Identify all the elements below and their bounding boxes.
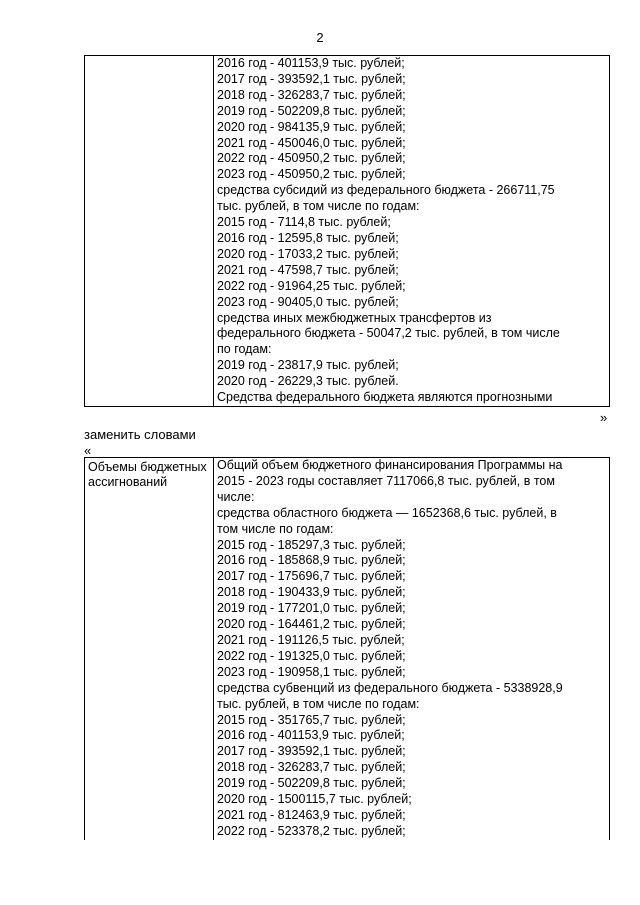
funding-line: средства иных межбюджетных трансфертов из (217, 310, 492, 325)
funding-line: 2015 год - 185297,3 тыс. рублей; (217, 537, 406, 552)
page-number: 2 (316, 30, 324, 45)
funding-line: 2021 год - 191126,5 тыс. рублей; (217, 632, 405, 647)
funding-line: том числе по годам: (217, 521, 334, 536)
funding-text-cell (214, 56, 610, 407)
closing-quote: » (600, 410, 608, 425)
replace-with-words-text: заменить словами (84, 427, 196, 442)
funding-lines (217, 56, 606, 406)
funding-line: 2019 год - 502209,8 тыс. рублей; (217, 776, 406, 791)
funding-text-cell (214, 458, 610, 840)
funding-line: 2017 год - 393592,1 тыс. рублей; (217, 71, 406, 86)
funding-line: 2020 год - 984135,9 тыс. рублей; (217, 119, 406, 134)
funding-line: по годам: (217, 342, 272, 357)
budget-table-continued (84, 55, 610, 407)
funding-line: 2023 год - 190958,1 тыс. рублей; (217, 664, 406, 679)
funding-line: средства субсидий из федерального бюджета - 266711,75 (217, 183, 555, 198)
funding-line: Средства федерального бюджета являются прогнозными (217, 390, 553, 405)
funding-line: 2017 год - 175696,7 тыс. рублей; (217, 569, 406, 584)
funding-line: 2021 год - 450046,0 тыс. рублей; (217, 135, 406, 150)
funding-line: средства субвенций из федерального бюджета - 5338928,9 (217, 680, 563, 695)
funding-line: 2016 год - 401153,9 тыс. рублей; (217, 728, 405, 743)
funding-line: средства областного бюджета — 1652368,6 тыс. рублей, в (217, 505, 557, 520)
funding-line: 2016 год - 185868,9 тыс. рублей; (217, 553, 406, 568)
funding-line: 2022 год - 523378,2 тыс. рублей; (217, 823, 406, 838)
funding-line: 2019 год - 502209,8 тыс. рублей; (217, 103, 406, 118)
funding-line: 2016 год - 12595,8 тыс. рублей; (217, 230, 399, 245)
funding-line: 2023 год - 450950,2 тыс. рублей; (217, 167, 406, 182)
funding-line: федерального бюджета - 50047,2 тыс. рублей, в том числе (217, 326, 560, 341)
funding-line: 2020 год - 26229,3 тыс. рублей. (217, 374, 399, 389)
funding-line: числе: (217, 489, 255, 504)
funding-line: 2023 год - 90405,0 тыс. рублей; (217, 294, 399, 309)
funding-line: 2015 - 2023 годы составляет 7117066,8 тыс. рублей, в том (217, 473, 555, 488)
funding-line: Общий объем бюджетного финансирования Программы на (217, 458, 563, 472)
funding-line: 2019 год - 177201,0 тыс. рублей; (217, 601, 406, 616)
table-row (85, 56, 610, 407)
funding-line: 2015 год - 351765,7 тыс. рублей; (217, 712, 406, 727)
funding-line: 2019 год - 23817,9 тыс. рублей; (217, 358, 399, 373)
funding-line: тыс. рублей, в том числе по годам: (217, 696, 420, 711)
budget-table-new (84, 457, 610, 840)
funding-line: 2017 год - 393592,1 тыс. рублей; (217, 744, 406, 759)
funding-line: 2020 год - 17033,2 тыс. рублей; (217, 246, 399, 261)
table-row (85, 458, 610, 840)
funding-line: 2016 год - 401153,9 тыс. рублей; (217, 56, 405, 70)
funding-line: 2021 год - 47598,7 тыс. рублей; (217, 262, 399, 277)
funding-line: 2021 год - 812463,9 тыс. рублей; (217, 807, 406, 822)
budget-allocations-label: Объемы бюджетных ассигнований (85, 458, 214, 840)
opening-quote: « (84, 443, 92, 458)
funding-line: 2022 год - 91964,25 тыс. рублей; (217, 278, 406, 293)
funding-line: 2018 год - 326283,7 тыс. рублей; (217, 760, 406, 775)
funding-line: 2015 год - 7114,8 тыс. рублей; (217, 215, 391, 230)
funding-lines (217, 458, 606, 840)
funding-line: 2022 год - 191325,0 тыс. рублей; (217, 648, 406, 663)
funding-line: 2020 год - 1500115,7 тыс. рублей; (217, 792, 412, 807)
funding-line: 2018 год - 326283,7 тыс. рублей; (217, 87, 406, 102)
funding-line: 2022 год - 450950,2 тыс. рублей; (217, 151, 406, 166)
funding-line: тыс. рублей, в том числе по годам: (217, 199, 420, 214)
funding-line: 2018 год - 190433,9 тыс. рублей; (217, 585, 406, 600)
label-cell-empty (85, 56, 214, 407)
funding-line: 2020 год - 164461,2 тыс. рублей; (217, 617, 406, 632)
